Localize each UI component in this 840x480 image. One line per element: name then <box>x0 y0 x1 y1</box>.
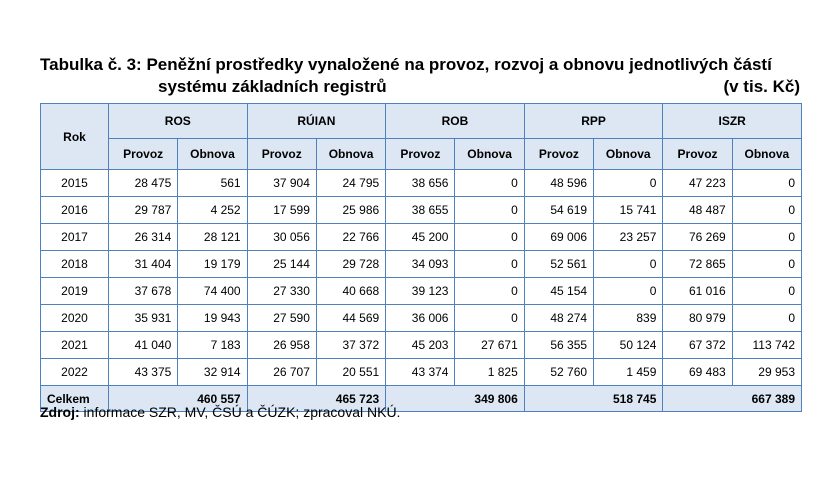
value-cell: 4 252 <box>178 197 247 224</box>
value-cell: 40 668 <box>316 278 385 305</box>
value-cell: 26 314 <box>109 224 178 251</box>
table-title <box>40 54 800 98</box>
subheader-provoz: Provoz <box>386 139 455 170</box>
value-cell: 15 741 <box>594 197 663 224</box>
table-row <box>41 359 802 386</box>
value-cell: 48 274 <box>524 305 593 332</box>
table-row <box>41 251 802 278</box>
group-header-rpp: RPP <box>524 104 663 139</box>
value-cell: 19 179 <box>178 251 247 278</box>
year-cell: 2019 <box>41 278 109 305</box>
value-cell: 0 <box>455 278 524 305</box>
value-cell: 31 404 <box>109 251 178 278</box>
value-cell: 28 475 <box>109 170 178 197</box>
total-iszr: 667 389 <box>663 386 802 412</box>
value-cell: 30 056 <box>247 224 316 251</box>
source-text: informace SZR, MV, ČSÚ a ČÚZK; zpracoval NKÚ. <box>79 404 401 420</box>
group-header-ruian: RÚIAN <box>247 104 386 139</box>
year-header: Rok <box>41 104 109 170</box>
value-cell: 37 678 <box>109 278 178 305</box>
year-cell: 2015 <box>41 170 109 197</box>
value-cell: 61 016 <box>663 278 732 305</box>
source-label: Zdroj: <box>40 404 80 420</box>
value-cell: 839 <box>594 305 663 332</box>
value-cell: 41 040 <box>109 332 178 359</box>
group-header-ros: ROS <box>109 104 248 139</box>
value-cell: 0 <box>732 197 801 224</box>
value-cell: 37 904 <box>247 170 316 197</box>
value-cell: 54 619 <box>524 197 593 224</box>
value-cell: 29 728 <box>316 251 385 278</box>
value-cell: 1 459 <box>594 359 663 386</box>
value-cell: 0 <box>732 224 801 251</box>
value-cell: 24 795 <box>316 170 385 197</box>
table-row <box>41 170 802 197</box>
value-cell: 0 <box>594 278 663 305</box>
title-line-1: Tabulka č. 3: Peněžní prostředky vynaložené na provoz, rozvoj a obnovu jednotlivých částí <box>40 55 772 74</box>
source-note <box>40 404 400 420</box>
value-cell: 47 223 <box>663 170 732 197</box>
subheader-provoz: Provoz <box>247 139 316 170</box>
subheader-provoz: Provoz <box>663 139 732 170</box>
value-cell: 39 123 <box>386 278 455 305</box>
value-cell: 37 372 <box>316 332 385 359</box>
year-cell: 2016 <box>41 197 109 224</box>
group-header-iszr: ISZR <box>663 104 802 139</box>
value-cell: 38 656 <box>386 170 455 197</box>
value-cell: 67 372 <box>663 332 732 359</box>
group-header-rob: ROB <box>386 104 525 139</box>
value-cell: 27 590 <box>247 305 316 332</box>
total-rpp: 518 745 <box>524 386 663 412</box>
value-cell: 0 <box>455 170 524 197</box>
total-rob: 349 806 <box>386 386 525 412</box>
year-cell: 2017 <box>41 224 109 251</box>
subheader-obnova: Obnova <box>732 139 801 170</box>
value-cell: 76 269 <box>663 224 732 251</box>
table-row <box>41 197 802 224</box>
year-cell: 2020 <box>41 305 109 332</box>
subheader-provoz: Provoz <box>109 139 178 170</box>
value-cell: 19 943 <box>178 305 247 332</box>
value-cell: 48 596 <box>524 170 593 197</box>
value-cell: 45 203 <box>386 332 455 359</box>
value-cell: 26 707 <box>247 359 316 386</box>
value-cell: 0 <box>455 251 524 278</box>
subheader-obnova: Obnova <box>178 139 247 170</box>
total-ruian: 465 723 <box>247 386 386 412</box>
value-cell: 113 742 <box>732 332 801 359</box>
value-cell: 28 121 <box>178 224 247 251</box>
value-cell: 0 <box>594 170 663 197</box>
value-cell: 69 006 <box>524 224 593 251</box>
subheader-provoz: Provoz <box>524 139 593 170</box>
value-cell: 20 551 <box>316 359 385 386</box>
data-table <box>40 103 802 412</box>
value-cell: 44 569 <box>316 305 385 332</box>
value-cell: 43 374 <box>386 359 455 386</box>
value-cell: 0 <box>732 170 801 197</box>
value-cell: 48 487 <box>663 197 732 224</box>
subheader-obnova: Obnova <box>455 139 524 170</box>
value-cell: 0 <box>732 305 801 332</box>
value-cell: 45 200 <box>386 224 455 251</box>
total-label: Celkem <box>41 386 109 412</box>
value-cell: 561 <box>178 170 247 197</box>
value-cell: 72 865 <box>663 251 732 278</box>
year-cell: 2022 <box>41 359 109 386</box>
value-cell: 34 093 <box>386 251 455 278</box>
value-cell: 22 766 <box>316 224 385 251</box>
value-cell: 29 953 <box>732 359 801 386</box>
value-cell: 0 <box>455 305 524 332</box>
year-cell: 2018 <box>41 251 109 278</box>
value-cell: 25 986 <box>316 197 385 224</box>
table-row <box>41 332 802 359</box>
total-ros: 460 557 <box>109 386 248 412</box>
value-cell: 26 958 <box>247 332 316 359</box>
value-cell: 80 979 <box>663 305 732 332</box>
value-cell: 36 006 <box>386 305 455 332</box>
table-row <box>41 305 802 332</box>
value-cell: 45 154 <box>524 278 593 305</box>
value-cell: 69 483 <box>663 359 732 386</box>
subheader-obnova: Obnova <box>316 139 385 170</box>
value-cell: 0 <box>594 251 663 278</box>
value-cell: 0 <box>732 278 801 305</box>
year-cell: 2021 <box>41 332 109 359</box>
value-cell: 52 760 <box>524 359 593 386</box>
table-row <box>41 224 802 251</box>
title-line-2: systému základních registrů <box>158 77 387 96</box>
value-cell: 0 <box>455 224 524 251</box>
value-cell: 0 <box>732 251 801 278</box>
subheader-obnova: Obnova <box>594 139 663 170</box>
table-body <box>41 170 802 386</box>
value-cell: 23 257 <box>594 224 663 251</box>
value-cell: 43 375 <box>109 359 178 386</box>
value-cell: 17 599 <box>247 197 316 224</box>
value-cell: 50 124 <box>594 332 663 359</box>
title-unit: (v tis. Kč) <box>723 77 800 96</box>
value-cell: 32 914 <box>178 359 247 386</box>
value-cell: 29 787 <box>109 197 178 224</box>
value-cell: 52 561 <box>524 251 593 278</box>
value-cell: 25 144 <box>247 251 316 278</box>
value-cell: 0 <box>455 197 524 224</box>
value-cell: 27 330 <box>247 278 316 305</box>
value-cell: 7 183 <box>178 332 247 359</box>
value-cell: 27 671 <box>455 332 524 359</box>
table-row <box>41 278 802 305</box>
value-cell: 38 655 <box>386 197 455 224</box>
value-cell: 1 825 <box>455 359 524 386</box>
value-cell: 74 400 <box>178 278 247 305</box>
value-cell: 35 931 <box>109 305 178 332</box>
value-cell: 56 355 <box>524 332 593 359</box>
